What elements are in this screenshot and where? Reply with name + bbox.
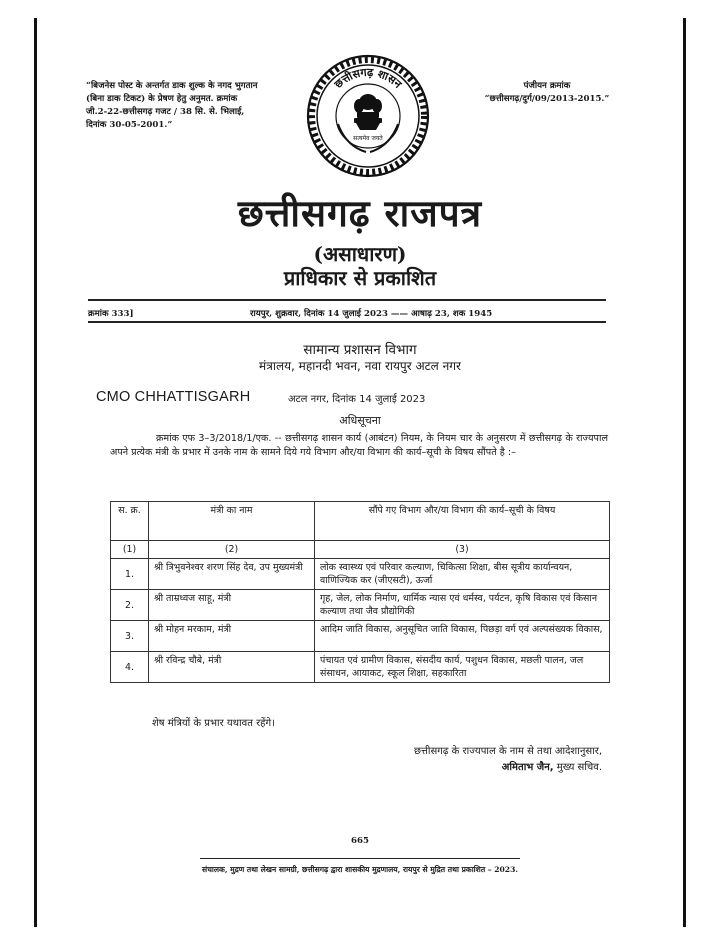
department-address: मंत्रालय, महानदी भवन, नवा रायपुर अटल नगर (259, 359, 461, 373)
col-number: (3) (315, 541, 610, 559)
notification-title: अधिसूचना (339, 414, 381, 427)
header-rule-bottom (88, 321, 606, 323)
header-departments: सौंपे गए विभाग और/या विभाग की कार्य–सूची के विषय (315, 502, 610, 541)
assigned-departments: पंचायत एवं ग्रामीण विकास, संसदीय कार्य, पशुधन विकास, मछली पालन, जल संसाधन, आयाकट, स्कूल शिक्षा, सहकारिता (315, 652, 610, 683)
serial-number: 3. (111, 621, 149, 652)
signatory (300, 759, 602, 773)
department-name: सामान्य प्रशासन विभाग (303, 342, 417, 358)
scan-border-right (683, 18, 686, 927)
header-minister: मंत्री का नाम (149, 502, 315, 541)
col-number: (2) (149, 541, 315, 559)
assigned-departments: गृह, जेल, लोक निर्माण, धार्मिक न्यास एवं धर्मस्व, पर्यटन, कृषि विकास एवं किसान कल्याण तथा जैव प्रौद्योगिकी (315, 590, 610, 621)
portfolio-table (110, 501, 610, 683)
authority-label: प्राधिकार से प्रकाशित (283, 266, 437, 290)
table-header-row (111, 502, 610, 541)
gazette-masthead: छत्तीसगढ़ राजपत्र (237, 191, 483, 235)
assigned-departments: आदिम जाति विकास, अनुसूचित जाति विकास, पिछड़ा वर्ग एवं अल्पसंख्यक विकास, (315, 621, 610, 652)
remaining-ministers-note: शेष मंत्रियों के प्रभार यथावत रहेंगे। (152, 718, 275, 729)
signatory-title: मुख्य सचिव. (556, 762, 602, 773)
table-row (111, 652, 610, 683)
table-row (111, 559, 610, 590)
state-emblem-seal (306, 54, 430, 178)
page-number: 665 (351, 836, 369, 846)
place-date: अटल नगर, दिनांक 14 जुलाई 2023 (288, 394, 426, 405)
postal-permit-note: “बिजनेस पोस्ट के अन्तर्गत डाक शुल्क के नगद भुगतान (बिना डाक टिकट) के प्रेषण हेतु अनुमत. क्रमांक जी.2-22-छत्तीसगढ़ गजट / 38 सि. से. भिलाई, दिनांक 30-05-2001.” (86, 81, 258, 130)
header-serial: स. क्र. (111, 502, 149, 541)
serial-number: 4. (111, 652, 149, 683)
scan-border-left (34, 18, 37, 927)
minister-name: श्री त्रिभुवनेश्वर शरण सिंह देव, उप मुख्यमंत्री (149, 559, 315, 590)
extraordinary-label: (असाधारण) (313, 242, 407, 266)
registration-label: पंजीयन क्रमांक (523, 81, 571, 91)
governor-order-line: छत्तीसगढ़ के राज्यपाल के नाम से तथा आदेशानुसार, (413, 746, 602, 757)
registration-block (462, 80, 632, 106)
table-row (111, 621, 610, 652)
serial-number: 2. (111, 590, 149, 621)
issue-number: क्रमांक 333] (88, 309, 134, 319)
seal-text: छत्तीसगढ़ शासन (331, 65, 405, 91)
minister-name: श्री ताम्रध्वज साहू, मंत्री (149, 590, 315, 621)
footer-rule (200, 858, 520, 859)
header-rule-top (88, 299, 606, 301)
signatory-name: अमिताभ जैन, (501, 762, 554, 773)
overlay-label: CMO CHHATTISGARH (96, 389, 251, 405)
col-number: (1) (111, 541, 149, 559)
registration-number: “छत्तीसगढ़/दुर्ग/09/2013-2015.” (484, 94, 610, 104)
minister-name: श्री मोहन मरकाम, मंत्री (149, 621, 315, 652)
lion-capital-icon (354, 94, 382, 130)
notification-body: क्रमांक एफ 3–3/2018/1/एक. -- छत्तीसगढ़ शासन कार्य (आबंटन) नियम, के नियम चार के अनुसरण में छत्तीसगढ़ के राज्यपाल अपने प्रत्येक मंत्री के प्रभार में उनके नाम के सामने दिये गये विभाग और/या विभाग की कार्य–सूची के विषय सौंपते है :– (110, 433, 608, 458)
issue-date: रायपुर, शुक्रवार, दिनांक 14 जुलाई 2023 —— आषाढ़ 23, शक 1945 (250, 309, 493, 319)
table-column-number-row (111, 541, 610, 559)
svg-text:छत्तीसगढ़ शासन (331, 66, 405, 92)
serial-number: 1. (111, 559, 149, 590)
minister-name: श्री रविन्द्र चौबे, मंत्री (149, 652, 315, 683)
table-row (111, 590, 610, 621)
seal-motto: सत्यमेव जयते (353, 135, 383, 142)
printer-footer: संचालक, मुद्रण तथा लेखन सामग्री, छत्तीसगढ़ द्वारा शासकीय मुद्रणालय, रायपुर से मुद्रित तथा प्रकाशित – 2023. (201, 865, 519, 874)
assigned-departments: लोक स्वास्थ्य एवं परिवार कल्याण, चिकित्सा शिक्षा, बीस सूत्रीय कार्यान्वयन, वाणिज्यिक कर (जीएसटी), ऊर्जा (315, 559, 610, 590)
